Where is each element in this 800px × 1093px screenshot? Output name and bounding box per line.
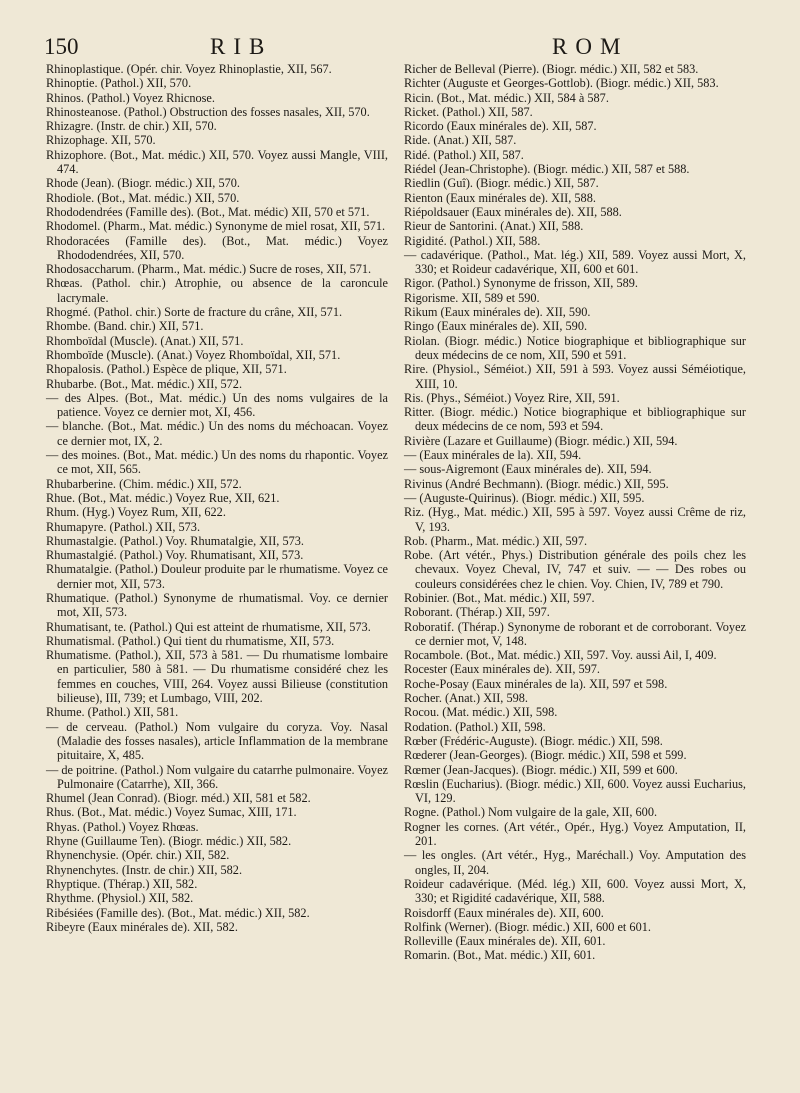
index-entry: Rhum. (Hyg.) Voyez Rum, XII, 622.	[46, 505, 226, 520]
left-running-head: RIB	[210, 34, 273, 59]
index-entry: Rhynenchysie. (Opér. chir.) XII, 582.	[46, 848, 230, 863]
index-entry: Rocester (Eaux minérales de). XII, 597.	[404, 662, 600, 677]
index-entry: Rhumapyre. (Pathol.) XII, 573.	[46, 519, 201, 534]
index-entry: Robe. (Art vétér., Phys.) Distribution générale des poils chez les chevaux. Voyez Cheval, IV, 747 et suiv. — — Des robes ou couleurs considérées chez le chien. Voy. Chien, IV, 789 et 790.	[404, 548, 746, 591]
index-entry: — (Eaux minérales de la). XII, 594.	[404, 448, 582, 463]
index-entry: Ritter. (Biogr. médic.) Notice biographique et bibliographique sur deux médecins de ce nom, 593 et 594.	[404, 405, 746, 434]
index-entry: Rhue. (Bot., Mat. médic.) Voyez Rue, XII, 621.	[46, 490, 280, 505]
index-entry: Ricin. (Bot., Mat. médic.) XII, 584 à 587.	[404, 90, 609, 105]
index-entry: Rhombe. (Band. chir.) XII, 571.	[46, 319, 204, 334]
index-entry: Rieur de Santorini. (Anat.) XII, 588.	[404, 219, 584, 234]
index-entry: Roche-Posay (Eaux minérales de la). XII, 597 et 598.	[404, 676, 668, 691]
index-entry: Rhomboïdal (Muscle). (Anat.) XII, 571.	[46, 333, 244, 348]
index-entry: Rhyne (Guillaume Ten). (Biogr. médic.) XII, 582.	[46, 834, 292, 849]
index-entry: — blanche. (Bot., Mat. médic.) Un des noms du méchoacan. Voyez ce dernier mot, IX, 2.	[46, 419, 388, 448]
index-entry: Rire. (Physiol., Séméiot.) XII, 591 à 593. Voyez aussi Séméiotique, XIII, 10.	[404, 362, 746, 391]
index-entry: Rogne. (Pathol.) Nom vulgaire de la gale, XII, 600.	[404, 805, 658, 820]
right-column	[404, 62, 746, 963]
index-entry: Riépoldsauer (Eaux minérales de). XII, 588.	[404, 204, 622, 219]
index-entry: Romarin. (Bot., Mat. médic.) XII, 601.	[404, 948, 596, 963]
index-entry: Rienton (Eaux minérales de). XII, 588.	[404, 190, 596, 205]
index-entry: Rhus. (Bot., Mat. médic.) Voyez Sumac, XIII, 171.	[46, 805, 297, 820]
index-entry: Ricket. (Pathol.) XII, 587.	[404, 104, 533, 119]
index-entry: Roborant. (Thérap.) XII, 597.	[404, 605, 550, 620]
page-number: 150	[44, 34, 79, 59]
index-entry: Rivinus (André Bechmann). (Biogr. médic.) XII, 595.	[404, 476, 669, 491]
index-entry: Rhumatisme. (Pathol.), XII, 573 à 581. — Du rhumatisme lombaire en particulier, 580 à 581. — Du rhumatisme considéré chez les femmes en couches, VIII, 264. Voyez aussi Bilieuse (constitution bilieuse), III, 739; et Lumbago, VIII, 202.	[46, 648, 388, 706]
index-entry: Rocher. (Anat.) XII, 598.	[404, 691, 528, 706]
index-entry: Rolfink (Werner). (Biogr. médic.) XII, 600 et 601.	[404, 919, 651, 934]
index-entry: Roideur cadavérique. (Méd. lég.) XII, 600. Voyez aussi Mort, X, 330; et Rigidité cadavérique, XII, 588.	[404, 876, 746, 906]
index-entry: Rhythme. (Physiol.) XII, 582.	[46, 891, 194, 906]
index-entry: Rhyas. (Pathol.) Voyez Rhœas.	[46, 819, 199, 834]
left-column	[46, 62, 388, 934]
index-entry: Rhodiole. (Bot., Mat. médic.) XII, 570.	[46, 190, 240, 205]
index-entry: Rob. (Pharm., Mat. médic.) XII, 597.	[404, 533, 588, 548]
index-entry: Rhododendrées (Famille des). (Bot., Mat. médic) XII, 570 et 571.	[46, 204, 370, 219]
index-entry: — (Auguste-Quirinus). (Biogr. médic.) XII, 595.	[404, 490, 645, 505]
index-entry: Rhinoptie. (Pathol.) XII, 570.	[46, 76, 192, 91]
index-entry: Ringo (Eaux minérales de). XII, 590.	[404, 319, 588, 334]
index-entry: Rœslin (Eucharius). (Biogr. médic.) XII, 600. Voyez aussi Eucharius, VI, 129.	[404, 776, 746, 806]
index-entry: Rhyptique. (Thérap.) XII, 582.	[46, 876, 198, 891]
index-entry: Rhopalosis. (Pathol.) Espèce de plique, XII, 571.	[46, 362, 287, 377]
index-entry: Rhumastalgie. (Pathol.) Voy. Rhumatalgie, XII, 573.	[46, 533, 304, 548]
index-entry: Rodation. (Pathol.) XII, 598.	[404, 719, 546, 734]
index-entry: Rogner les cornes. (Art vétér., Opér., Hyg.) Voyez Amputation, II, 201.	[404, 819, 746, 849]
index-entry: Riolan. (Biogr. médic.) Notice biographique et bibliographique sur deux médecins de ce nom, XII, 590 et 591.	[404, 333, 746, 362]
index-entry: Rhodomel. (Pharm., Mat. médic.) Synonyme de miel rosat, XII, 571.	[46, 219, 386, 234]
index-entry: Rivière (Lazare et Guillaume) (Biogr. médic.) XII, 594.	[404, 433, 678, 448]
index-entry: Rœmer (Jean-Jacques). (Biogr. médic.) XII, 599 et 600.	[404, 762, 678, 777]
index-entry: Rhubarbe. (Bot., Mat. médic.) XII, 572.	[46, 376, 243, 391]
right-running-head: ROM	[552, 34, 629, 59]
index-entry: Rhubarberine. (Chim. médic.) XII, 572.	[46, 476, 242, 491]
index-entry: Rhynenchytes. (Instr. de chir.) XII, 582.	[46, 862, 243, 877]
index-entry: Rhizophage. XII, 570.	[46, 133, 156, 148]
index-entry: Rocou. (Mat. médic.) XII, 598.	[404, 705, 558, 720]
index-entry: — de cerveau. (Pathol.) Nom vulgaire du coryza. Voy. Nasal (Maladie des fosses nasales), article Inflammation de la membrane pituitaire, X, 485.	[46, 719, 388, 763]
index-entry: Rigidité. (Pathol.) XII, 588.	[404, 233, 541, 248]
index-entry: Rigor. (Pathol.) Synonyme de frisson, XII, 589.	[404, 276, 638, 291]
index-entry: Rhumatalgie. (Pathol.) Douleur produite par le rhumatisme. Voyez ce dernier mot, XII, 573.	[46, 562, 388, 591]
index-entry: Rikum (Eaux minérales de). XII, 590.	[404, 305, 591, 320]
index-entry: Rhœas. (Pathol. chir.) Atrophie, ou absence de la caroncule lacrymale.	[46, 276, 388, 305]
index-entry: Rhumatismal. (Pathol.) Qui tient du rhumatisme, XII, 573.	[46, 633, 335, 648]
index-entry: — des moines. (Bot., Mat. médic.) Un des noms du rhapontic. Voyez ce mot, XII, 565.	[46, 448, 388, 477]
index-entry: Ride. (Anat.) XII, 587.	[404, 133, 517, 148]
index-entry: — des Alpes. (Bot., Mat. médic.) Un des noms vulgaires de la patience. Voyez ce dernier mot, XI, 456.	[46, 390, 388, 420]
index-entry: Rœderer (Jean-Georges). (Biogr. médic.) XII, 598 et 599.	[404, 748, 687, 763]
index-entry: Rhinoplastique. (Opér. chir. Voyez Rhinoplastie, XII, 567.	[46, 62, 332, 76]
index-entry: Ricordo (Eaux minérales de). XII, 587.	[404, 119, 597, 134]
index-entry: Rhinosteanose. (Pathol.) Obstruction des fosses nasales, XII, 570.	[46, 104, 370, 119]
index-entry: Roisdorff (Eaux minérales de). XII, 600.	[404, 905, 604, 920]
index-entry: Rhode (Jean). (Biogr. médic.) XII, 570.	[46, 176, 240, 191]
index-entry: Roboratif. (Thérap.) Synonyme de roborant et de corroborant. Voyez ce dernier mot, V, 148.	[404, 619, 746, 648]
index-entry: Rhodosaccharum. (Pharm., Mat. médic.) Sucre de roses, XII, 571.	[46, 262, 372, 277]
index-entry: Rhodoracées (Famille des). (Bot., Mat. médic.) Voyez Rhododendrées, XII, 570.	[46, 233, 388, 262]
index-entry: Ribeyre (Eaux minérales de). XII, 582.	[46, 919, 238, 934]
index-entry: Richter (Auguste et Georges-Gottlob). (Biogr. médic.) XII, 583.	[404, 76, 719, 91]
index-entry: Rolleville (Eaux minérales de). XII, 601.	[404, 934, 606, 949]
index-entry: Rœber (Frédéric-Auguste). (Biogr. médic.) XII, 598.	[404, 733, 663, 748]
index-entry: Rhogmé. (Pathol. chir.) Sorte de fracture du crâne, XII, 571.	[46, 305, 343, 320]
index-entry: Rhizagre. (Instr. de chir.) XII, 570.	[46, 119, 217, 134]
index-entry: Robinier. (Bot., Mat. médic.) XII, 597.	[404, 590, 595, 605]
index-entry: Riédel (Jean-Christophe). (Biogr. médic.) XII, 587 et 588.	[404, 162, 690, 177]
index-entry: Rhume. (Pathol.) XII, 581.	[46, 705, 179, 720]
index-entry: Rhumel (Jean Conrad). (Biogr. méd.) XII, 581 et 582.	[46, 791, 311, 806]
index-entry: Ridé. (Pathol.) XII, 587.	[404, 147, 524, 162]
index-entry: — cadavérique. (Pathol., Mat. lég.) XII, 589. Voyez aussi Mort, X, 330; et Roideur cadavérique, XII, 600 et 601.	[404, 247, 746, 277]
index-entry: Ribésiées (Famille des). (Bot., Mat. médic.) XII, 582.	[46, 905, 310, 920]
index-entry: Rhizophore. (Bot., Mat. médic.) XII, 570. Voyez aussi Mangle, VIII, 474.	[46, 147, 388, 177]
index-entry: — sous-Aigremont (Eaux minérales de). XII, 594.	[404, 462, 652, 477]
index-entry: Rhumastalgié. (Pathol.) Voy. Rhumatisant, XII, 573.	[46, 548, 304, 563]
index-entry: Richer de Belleval (Pierre). (Biogr. médic.) XII, 582 et 583.	[404, 62, 699, 76]
index-entry: — les ongles. (Art vétér., Hyg., Maréchall.) Voy. Amputation des ongles, II, 204.	[404, 848, 746, 877]
index-entry: Rhinos. (Pathol.) Voyez Rhicnose.	[46, 90, 215, 105]
index-entry: Rhumatique. (Pathol.) Synonyme de rhumatismal. Voy. ce dernier mot, XII, 573.	[46, 590, 388, 620]
index-entry: Rhomboïde (Muscle). (Anat.) Voyez Rhomboïdal, XII, 571.	[46, 347, 341, 362]
index-entry: Riz. (Hyg., Mat. médic.) XII, 595 à 597. Voyez aussi Crême de riz, V, 193.	[404, 505, 746, 534]
index-entry: — de poitrine. (Pathol.) Nom vulgaire du catarrhe pulmonaire. Voyez Pulmonaire (Catarrhe), XII, 366.	[46, 762, 388, 791]
index-entry: Ris. (Phys., Séméiot.) Voyez Rire, XII, 591.	[404, 390, 620, 405]
index-entry: Rigorisme. XII, 589 et 590.	[404, 290, 540, 305]
index-entry: Rhumatisant, te. (Pathol.) Qui est atteint de rhumatisme, XII, 573.	[46, 619, 371, 634]
index-entry: Rocambole. (Bot., Mat. médic.) XII, 597. Voy. aussi Ail, I, 409.	[404, 648, 717, 663]
running-header	[44, 34, 756, 64]
index-entry: Riedlin (Guî). (Biogr. médic.) XII, 587.	[404, 176, 599, 191]
